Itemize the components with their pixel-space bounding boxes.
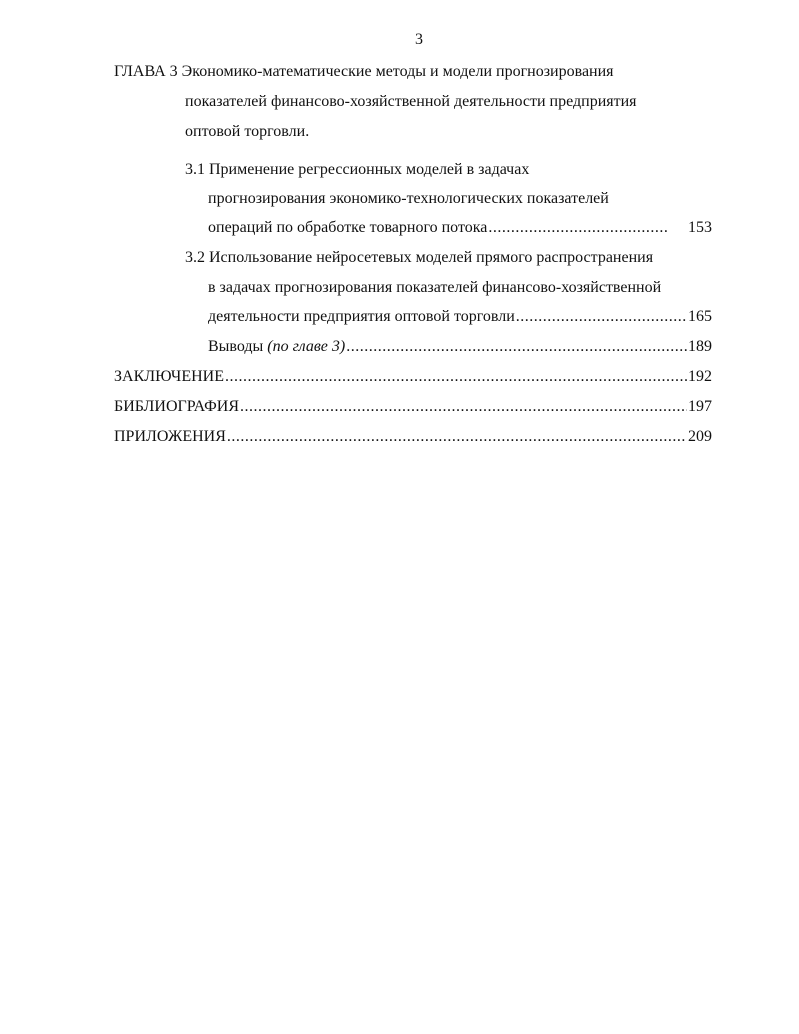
page-ref-3-2: 165 xyxy=(688,308,712,325)
section-3-1-line-1: 3.1 Применение регрессионных моделей в задачах xyxy=(185,161,530,178)
dot-leader xyxy=(346,337,687,357)
section-3-1-line-2: прогнозирования экономико-технологических показателей xyxy=(208,190,609,207)
section-3-2-line-2: в задачах прогнозирования показателей финансово-хозяйственной xyxy=(208,279,662,296)
conclusions-label: Выводы (по главе 3) xyxy=(208,338,346,355)
page-ref-appendices: 209 xyxy=(688,428,712,445)
dot-leader xyxy=(488,218,669,238)
bibliography-label: БИБЛИОГРАФИЯ xyxy=(114,398,240,415)
zaklyuchenie-label: ЗАКЛЮЧЕНИЕ xyxy=(114,368,224,385)
page-ref-bibliography: 197 xyxy=(688,398,712,415)
section-3-2-line-1: 3.2 Использование нейросетевых моделей прямого распространения xyxy=(185,249,654,266)
page-ref-3-1: 153 xyxy=(688,219,712,236)
toc-entry-conclusions[interactable] xyxy=(208,337,712,357)
toc-entry-zaklyuchenie[interactable] xyxy=(114,367,712,387)
page-ref-zaklyuchenie: 192 xyxy=(688,368,712,385)
page-ref-conclusions: 189 xyxy=(688,338,712,355)
dot-leader xyxy=(516,307,687,327)
dot-leader xyxy=(227,427,687,447)
chapter-title-line-1: ГЛАВА 3 Экономико-математические методы и модели прогнозирования xyxy=(114,63,614,80)
conclusions-note: (по главе 3) xyxy=(267,338,346,355)
toc-entry-appendices[interactable] xyxy=(114,427,712,447)
toc-entry-bibliography[interactable] xyxy=(114,397,712,417)
section-3-1-line-3: операций по обработке товарного потока xyxy=(208,219,488,236)
chapter-title-line-2: показателей финансово-хозяйственной деятельности предприятия xyxy=(185,93,637,110)
toc-entry-section-3-1[interactable] xyxy=(208,218,712,238)
dot-leader xyxy=(225,367,687,387)
page-number: 3 xyxy=(415,31,423,48)
section-3-2-line-3: деятельности предприятия оптовой торговли xyxy=(208,308,515,325)
dot-leader xyxy=(240,397,687,417)
appendices-label: ПРИЛОЖЕНИЯ xyxy=(114,428,226,445)
toc-entry-section-3-2[interactable] xyxy=(208,307,712,327)
chapter-title-line-3: оптовой торговли. xyxy=(185,123,310,140)
